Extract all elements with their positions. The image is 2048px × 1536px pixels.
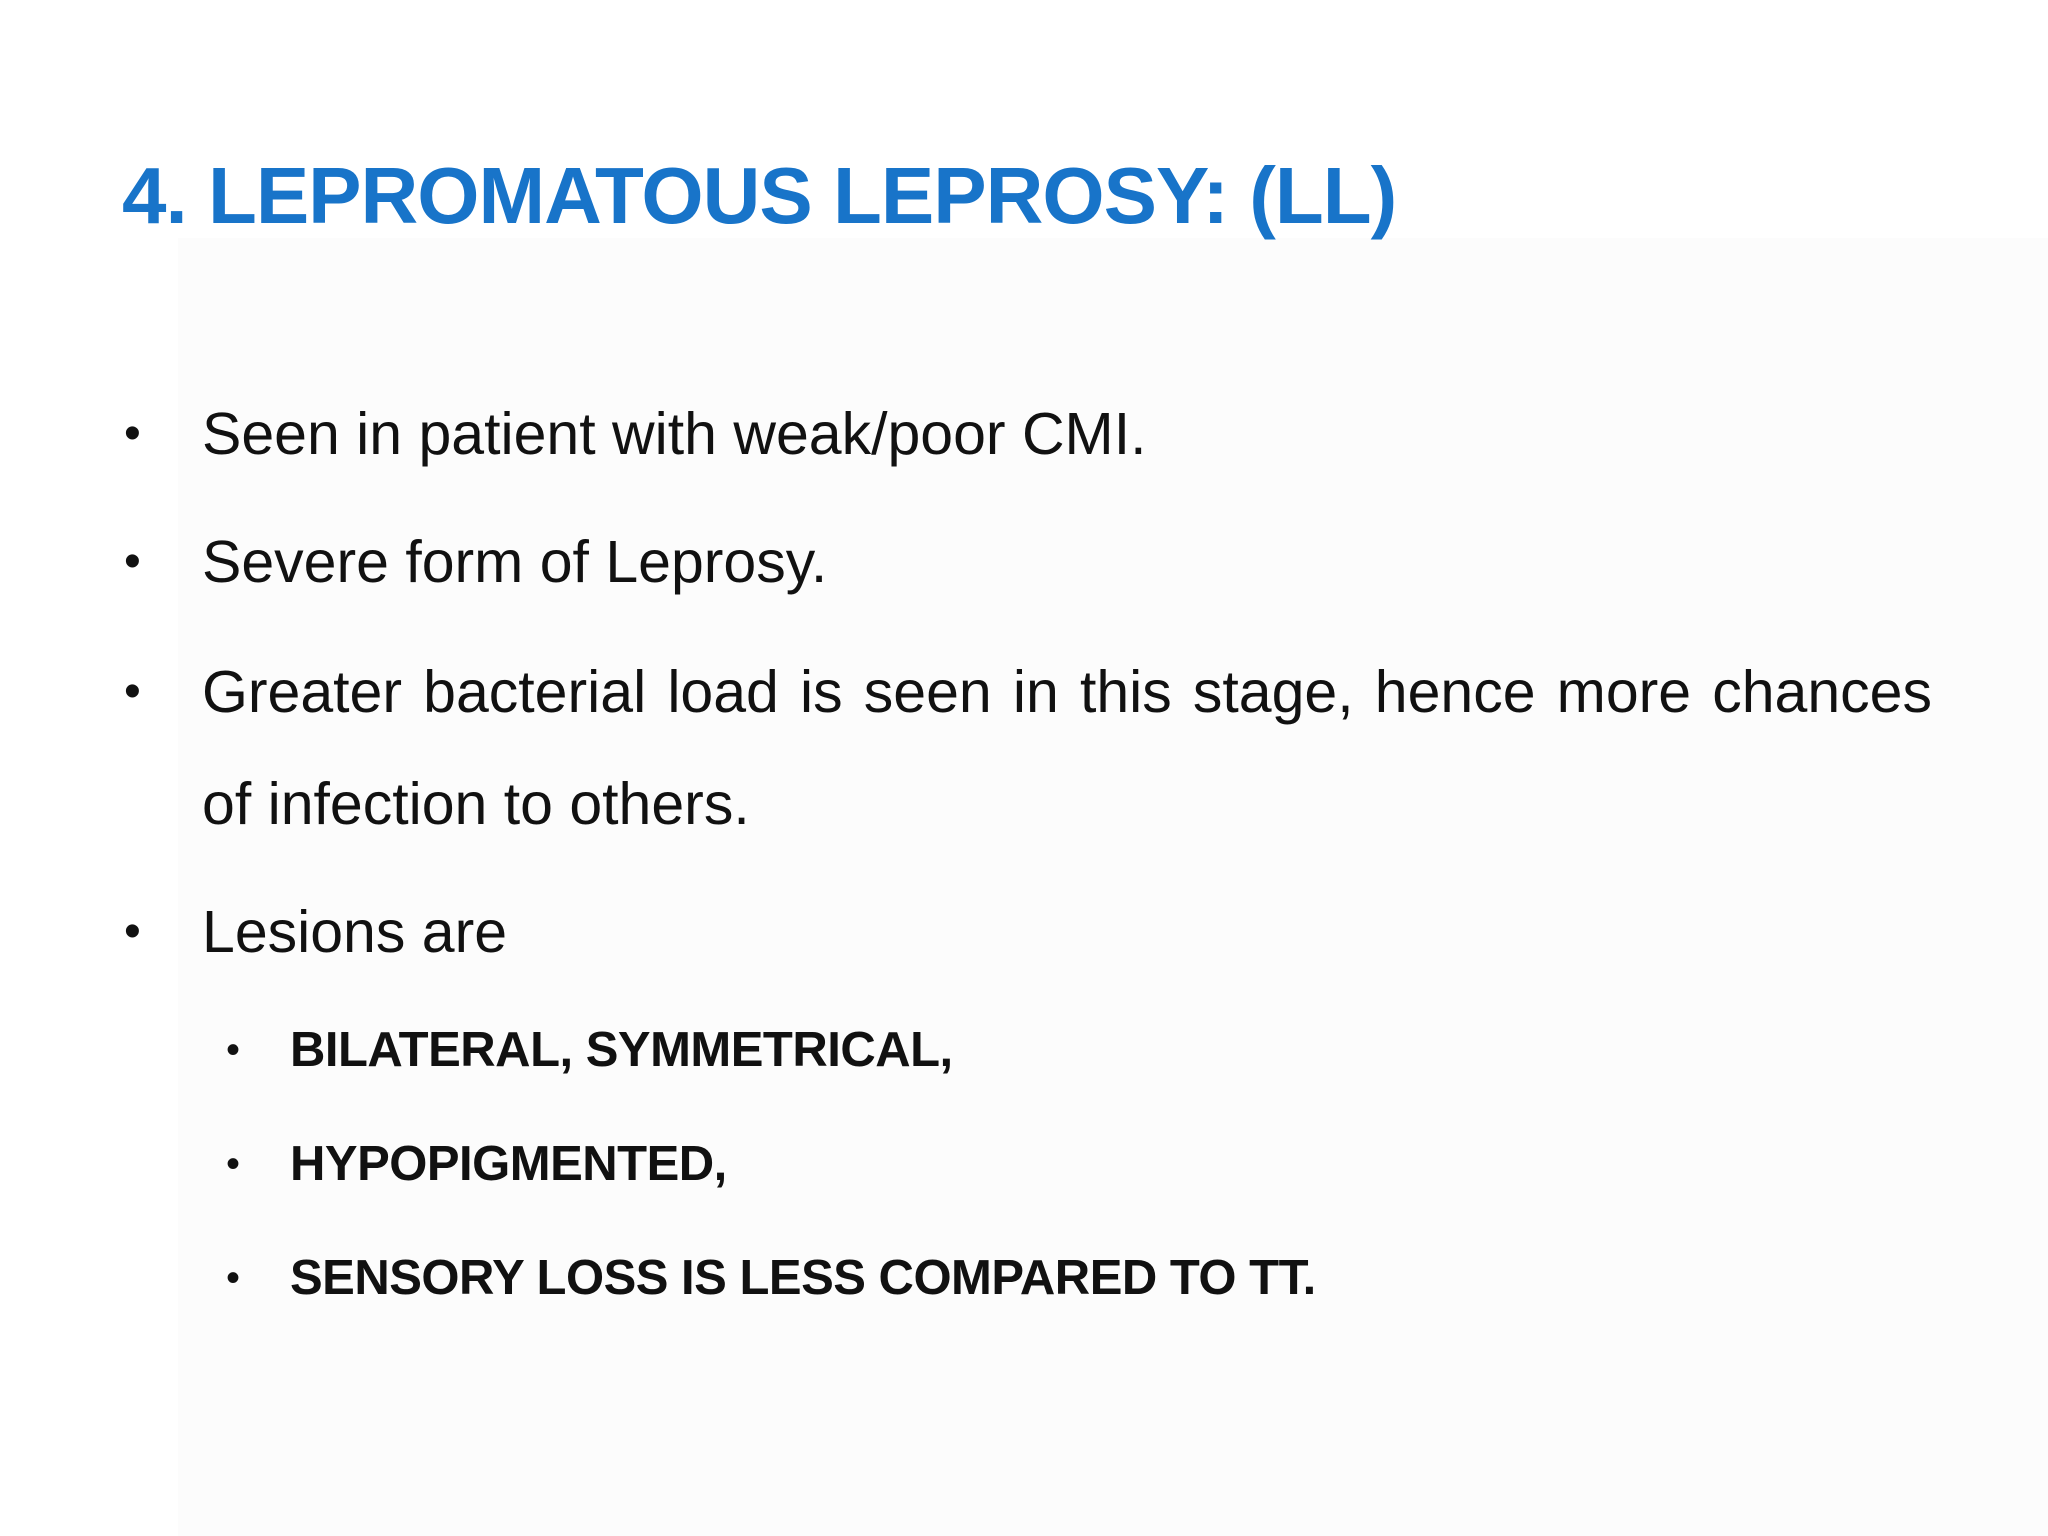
- sub-bullet-item: [226, 1228, 1826, 1328]
- bullet-marker: •: [124, 407, 141, 460]
- bullet-text: Greater bacterial load is seen in this stage, hence more chances of infection to others.: [202, 659, 1932, 837]
- sub-bullet-text: HYPOPIGMENTED,: [290, 1137, 727, 1191]
- bullet-item: [122, 636, 1932, 860]
- bullet-marker: •: [124, 535, 141, 588]
- bullet-text: Severe form of Leprosy.: [202, 529, 828, 595]
- bullet-text: Lesions are: [202, 899, 508, 965]
- sub-bullet-marker: •: [226, 1028, 240, 1072]
- sub-bullet-text: BILATERAL, SYMMETRICAL,: [290, 1023, 953, 1077]
- bullet-item: [122, 506, 1932, 618]
- bullet-marker: •: [124, 905, 141, 958]
- slide-title: 4. LEPROMATOUS LEPROSY: (LL): [122, 151, 1397, 240]
- bullet-item: [122, 876, 1932, 988]
- bullet-marker: •: [124, 665, 141, 718]
- sub-bullet-marker: •: [226, 1256, 240, 1300]
- bullet-item: [122, 378, 1932, 490]
- bullet-text: Seen in patient with weak/poor CMI.: [202, 401, 1147, 467]
- sub-bullet-text: SENSORY LOSS IS LESS COMPARED TO TT.: [290, 1251, 1316, 1305]
- sub-bullet-marker: •: [226, 1142, 240, 1186]
- sub-bullet-item: [226, 1000, 1826, 1100]
- sub-bullet-item: [226, 1114, 1826, 1214]
